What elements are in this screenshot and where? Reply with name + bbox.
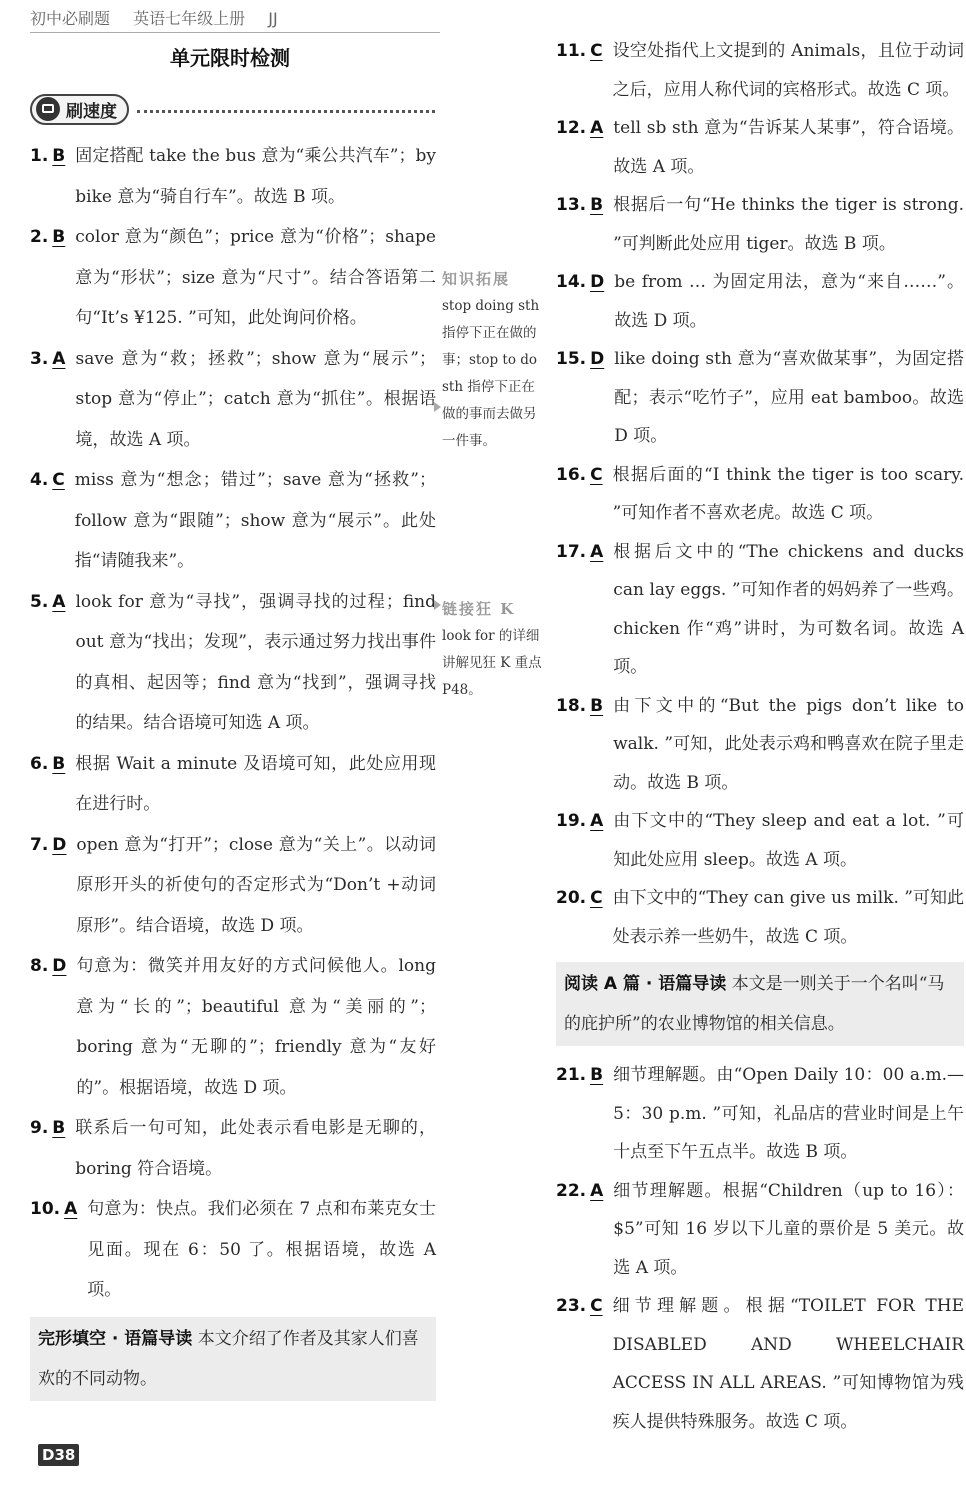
item-number xyxy=(30,339,65,461)
answer-item xyxy=(556,340,964,456)
item-number xyxy=(30,217,65,339)
answer-item xyxy=(556,879,964,956)
answer-letter: C xyxy=(590,464,603,485)
item-number xyxy=(556,1287,603,1441)
answer-item xyxy=(30,582,436,744)
question-number: 3. xyxy=(30,348,49,369)
passage-guide xyxy=(556,962,964,1046)
answer-letter: C xyxy=(590,1296,603,1316)
item-number xyxy=(30,825,66,947)
edition-code: JJ xyxy=(268,9,278,28)
guide-label: 阅读 A 篇 · 语篇导读 xyxy=(564,974,727,994)
explanation-text: miss 意为“想念；错过”；save 意为“拯救”；follow 意为“跟随”；show 意为“展示”。此处指“请随我来”。 xyxy=(74,470,436,571)
item-number xyxy=(556,802,603,879)
answer-item xyxy=(556,533,964,687)
side-note-knowledge xyxy=(442,266,548,455)
answer-letter: C xyxy=(590,888,603,908)
side-note-text: stop doing sth 指停下正在做的事；stop to do sth 指停下正在做的事而去做另一件事。 xyxy=(442,298,540,449)
answer-letter: B xyxy=(52,1118,66,1138)
question-number: 15. xyxy=(556,349,587,369)
question-number: 22. xyxy=(556,1180,587,1201)
explanation-text: 由下文中的“But the pigs don’t like to walk. ”可知，此处表示鸡和鸭喜欢在院子里走动。故选 B 项。 xyxy=(613,695,964,793)
answer-letter: B xyxy=(590,695,604,716)
question-number: 16. xyxy=(556,464,587,485)
answer-letter: B xyxy=(52,753,66,774)
question-number: 9. xyxy=(30,1118,49,1138)
side-note-title: 链接狂 K xyxy=(442,600,516,618)
item-number xyxy=(30,1189,77,1311)
answer-letter: B xyxy=(590,1065,604,1085)
explanation-text: 根据 Wait a minute 及语境可知，此处应用现在进行时。 xyxy=(75,753,436,814)
answer-item xyxy=(30,744,436,825)
question-number: 14. xyxy=(556,272,587,292)
left-column xyxy=(30,136,436,1411)
guide-text: 本文是一则关于一个名叫“马的庇护所”的农业博物馆的相关信息。 xyxy=(564,974,945,1034)
arrow-marker xyxy=(434,600,441,610)
item-number xyxy=(30,460,65,582)
explanation-text: 细节理解题。根据“TOILET FOR THE DISABLED AND WHEELCHAIR ACCESS IN ALL AREAS. ”可知博物馆为残疾人提供特殊服务。故选 C 项。 xyxy=(612,1296,964,1432)
answer-letter: D xyxy=(590,272,605,292)
question-number: 10. xyxy=(30,1199,61,1219)
answer-item xyxy=(556,456,964,533)
question-number: 12. xyxy=(556,118,587,138)
right-column xyxy=(556,32,964,1441)
side-note-title: 知识拓展 xyxy=(442,270,511,288)
answer-item xyxy=(556,687,964,803)
explanation-text: 由下文中的“They can give us milk. ”可知此处表示养一些奶牛，故选 C 项。 xyxy=(612,888,964,947)
question-number: 2. xyxy=(30,227,49,247)
side-note-link xyxy=(442,596,548,704)
answer-letter: C xyxy=(590,41,603,61)
answer-letter: D xyxy=(590,349,605,369)
question-number: 6. xyxy=(30,753,49,774)
explanation-text: save 意为“救；拯救”；show 意为“展示”；stop 意为“停止”；catch 意为“抓住”。根据语境，故选 A 项。 xyxy=(75,348,436,450)
dotted-divider xyxy=(137,110,435,113)
badge-label: 刷速度 xyxy=(66,101,117,122)
item-number xyxy=(556,186,603,263)
answer-letter: A xyxy=(590,118,604,138)
item-number xyxy=(556,340,604,456)
book-icon xyxy=(36,97,60,121)
answer-letter: B xyxy=(590,195,604,215)
explanation-text: 由下文中的“They sleep and eat a lot. ”可知此处应用 sleep。故选 A 项。 xyxy=(613,811,964,870)
book-name: 初中必刷题 xyxy=(30,9,111,28)
answer-letter: A xyxy=(64,1199,78,1219)
item-number xyxy=(30,744,65,825)
explanation-text: open 意为“打开”；close 意为“关上”。以动词原形开头的祈使句的否定形式为“Don’t +动词原形”。结合语境，故选 D 项。 xyxy=(76,834,436,936)
question-number: 13. xyxy=(556,195,587,215)
question-number: 1. xyxy=(30,146,49,166)
explanation-text: color 意为“颜色”；price 意为“价格”；shape 意为“形状”；size 意为“尺寸”。结合答语第二句“It’s ¥125. ”可知，此处询问价格。 xyxy=(75,227,436,328)
page-number: D38 xyxy=(38,1444,79,1466)
arrow-marker xyxy=(434,402,441,412)
page-title: 单元限时检测 xyxy=(170,46,290,70)
answer-item xyxy=(556,186,964,263)
answer-letter: A xyxy=(52,348,66,369)
answer-item xyxy=(556,109,964,186)
guide-text: 本文介绍了作者及其家人们喜欢的不同动物。 xyxy=(38,1328,419,1389)
answer-item xyxy=(30,460,436,582)
running-header xyxy=(30,6,440,33)
explanation-text: 根据后一句“He thinks the tiger is strong. ”可判断此处应用 tiger。故选 B 项。 xyxy=(613,195,964,254)
item-number xyxy=(556,687,603,803)
item-number xyxy=(556,32,603,109)
explanation-text: 根据后面的“I think the tiger is too scary. ”可知作者不喜欢老虎。故选 C 项。 xyxy=(612,464,964,523)
answer-item xyxy=(30,339,436,461)
item-number xyxy=(556,109,603,186)
answer-letter: B xyxy=(52,227,66,247)
question-number: 19. xyxy=(556,811,587,831)
question-number: 23. xyxy=(556,1296,587,1316)
question-number: 20. xyxy=(556,888,587,908)
answer-item xyxy=(556,32,964,109)
answer-item xyxy=(556,802,964,879)
answer-letter: A xyxy=(590,541,604,562)
answer-item xyxy=(30,217,436,339)
item-number xyxy=(30,1108,65,1189)
answer-letter: A xyxy=(52,591,66,612)
badge-pill xyxy=(30,94,129,125)
answer-item xyxy=(556,263,964,340)
answer-item xyxy=(30,946,436,1108)
answer-item xyxy=(556,1287,964,1441)
item-number xyxy=(556,263,604,340)
explanation-text: 句意为：微笑并用友好的方式问候他人。long 意为“长的”；beautiful 意为“美丽的”；boring 意为“无聊的”；friendly 意为“友好的”。根据语境，故选 D 项。 xyxy=(76,956,436,1098)
answer-letter: B xyxy=(52,146,66,166)
item-number xyxy=(556,879,603,956)
answer-letter: D xyxy=(52,956,67,976)
answer-item xyxy=(30,825,436,947)
question-number: 17. xyxy=(556,541,587,562)
explanation-text: 固定搭配 take the bus 意为“乘公共汽车”；by bike 意为“骑自行车”。故选 B 项。 xyxy=(75,146,436,207)
explanation-text: 设空处指代上文提到的 Animals，且位于动词之后，应用人称代词的宾格形式。故选 C 项。 xyxy=(612,41,964,100)
explanation-text: tell sb sth 意为“告诉某人某事”，符合语境。故选 A 项。 xyxy=(613,118,964,177)
answer-item xyxy=(556,1172,964,1288)
explanation-text: like doing sth 意为“喜欢做某事”，为固定搭配；表示“吃竹子”，应用 eat bamboo。故选 D 项。 xyxy=(614,349,964,446)
answer-item xyxy=(30,1108,436,1189)
explanation-text: 细节理解题。根据“Children（up to 16）：$5”可知 16 岁以下儿童的票价是 5 美元。故选 A 项。 xyxy=(613,1180,964,1278)
explanation-text: 根据后文中的“The chickens and ducks can lay eggs. ”可知作者的妈妈养了一些鸡。chicken 作“鸡”讲时，为可数名词。故选 A 项。 xyxy=(613,541,964,677)
question-number: 4. xyxy=(30,470,49,490)
explanation-text: 联系后一句可知，此处表示看电影是无聊的，boring 符合语境。 xyxy=(75,1118,436,1179)
answer-letter: A xyxy=(590,811,604,831)
item-number xyxy=(30,946,66,1108)
item-number xyxy=(556,533,603,687)
side-note-text: look for 的详细讲解见狂 K 重点 P48。 xyxy=(442,628,542,698)
question-number: 21. xyxy=(556,1065,587,1085)
answer-item xyxy=(30,136,436,217)
explanation-text: 细节理解题。由“Open Daily 10：00 a.m.—5：30 p.m. ”可知，礼品店的营业时间是上午十点至下午五点半。故选 B 项。 xyxy=(613,1065,964,1162)
question-number: 7. xyxy=(30,834,49,855)
question-number: 5. xyxy=(30,591,49,612)
answer-item xyxy=(556,1056,964,1172)
section-badge xyxy=(30,94,435,124)
answer-letter: A xyxy=(590,1180,604,1201)
subject-name: 英语七年级上册 xyxy=(133,9,246,28)
explanation-text: 句意为：快点。我们必须在 7 点和布莱克女士见面。现在 6：50 了。根据语境，故选 A 项。 xyxy=(87,1199,436,1300)
passage-guide xyxy=(30,1317,436,1401)
item-number xyxy=(30,136,65,217)
question-number: 8. xyxy=(30,956,49,976)
item-number xyxy=(556,1172,603,1288)
item-number xyxy=(556,456,603,533)
answer-letter: D xyxy=(52,834,67,855)
explanation-text: be from … 为固定用法，意为“来自……”。故选 D 项。 xyxy=(614,272,964,331)
question-number: 11. xyxy=(556,41,587,61)
answer-item xyxy=(30,1189,436,1311)
item-number xyxy=(30,582,65,744)
item-number xyxy=(556,1056,603,1172)
question-number: 18. xyxy=(556,695,587,716)
explanation-text: look for 意为“寻找”，强调寻找的过程；find out 意为“找出；发现”，表示通过努力找出事件的真相、起因等；find 意为“找到”，强调寻找的结果。结合语境可知选 A 项。 xyxy=(75,591,436,733)
answer-letter: C xyxy=(52,470,65,490)
guide-label: 完形填空 · 语篇导读 xyxy=(38,1328,193,1349)
